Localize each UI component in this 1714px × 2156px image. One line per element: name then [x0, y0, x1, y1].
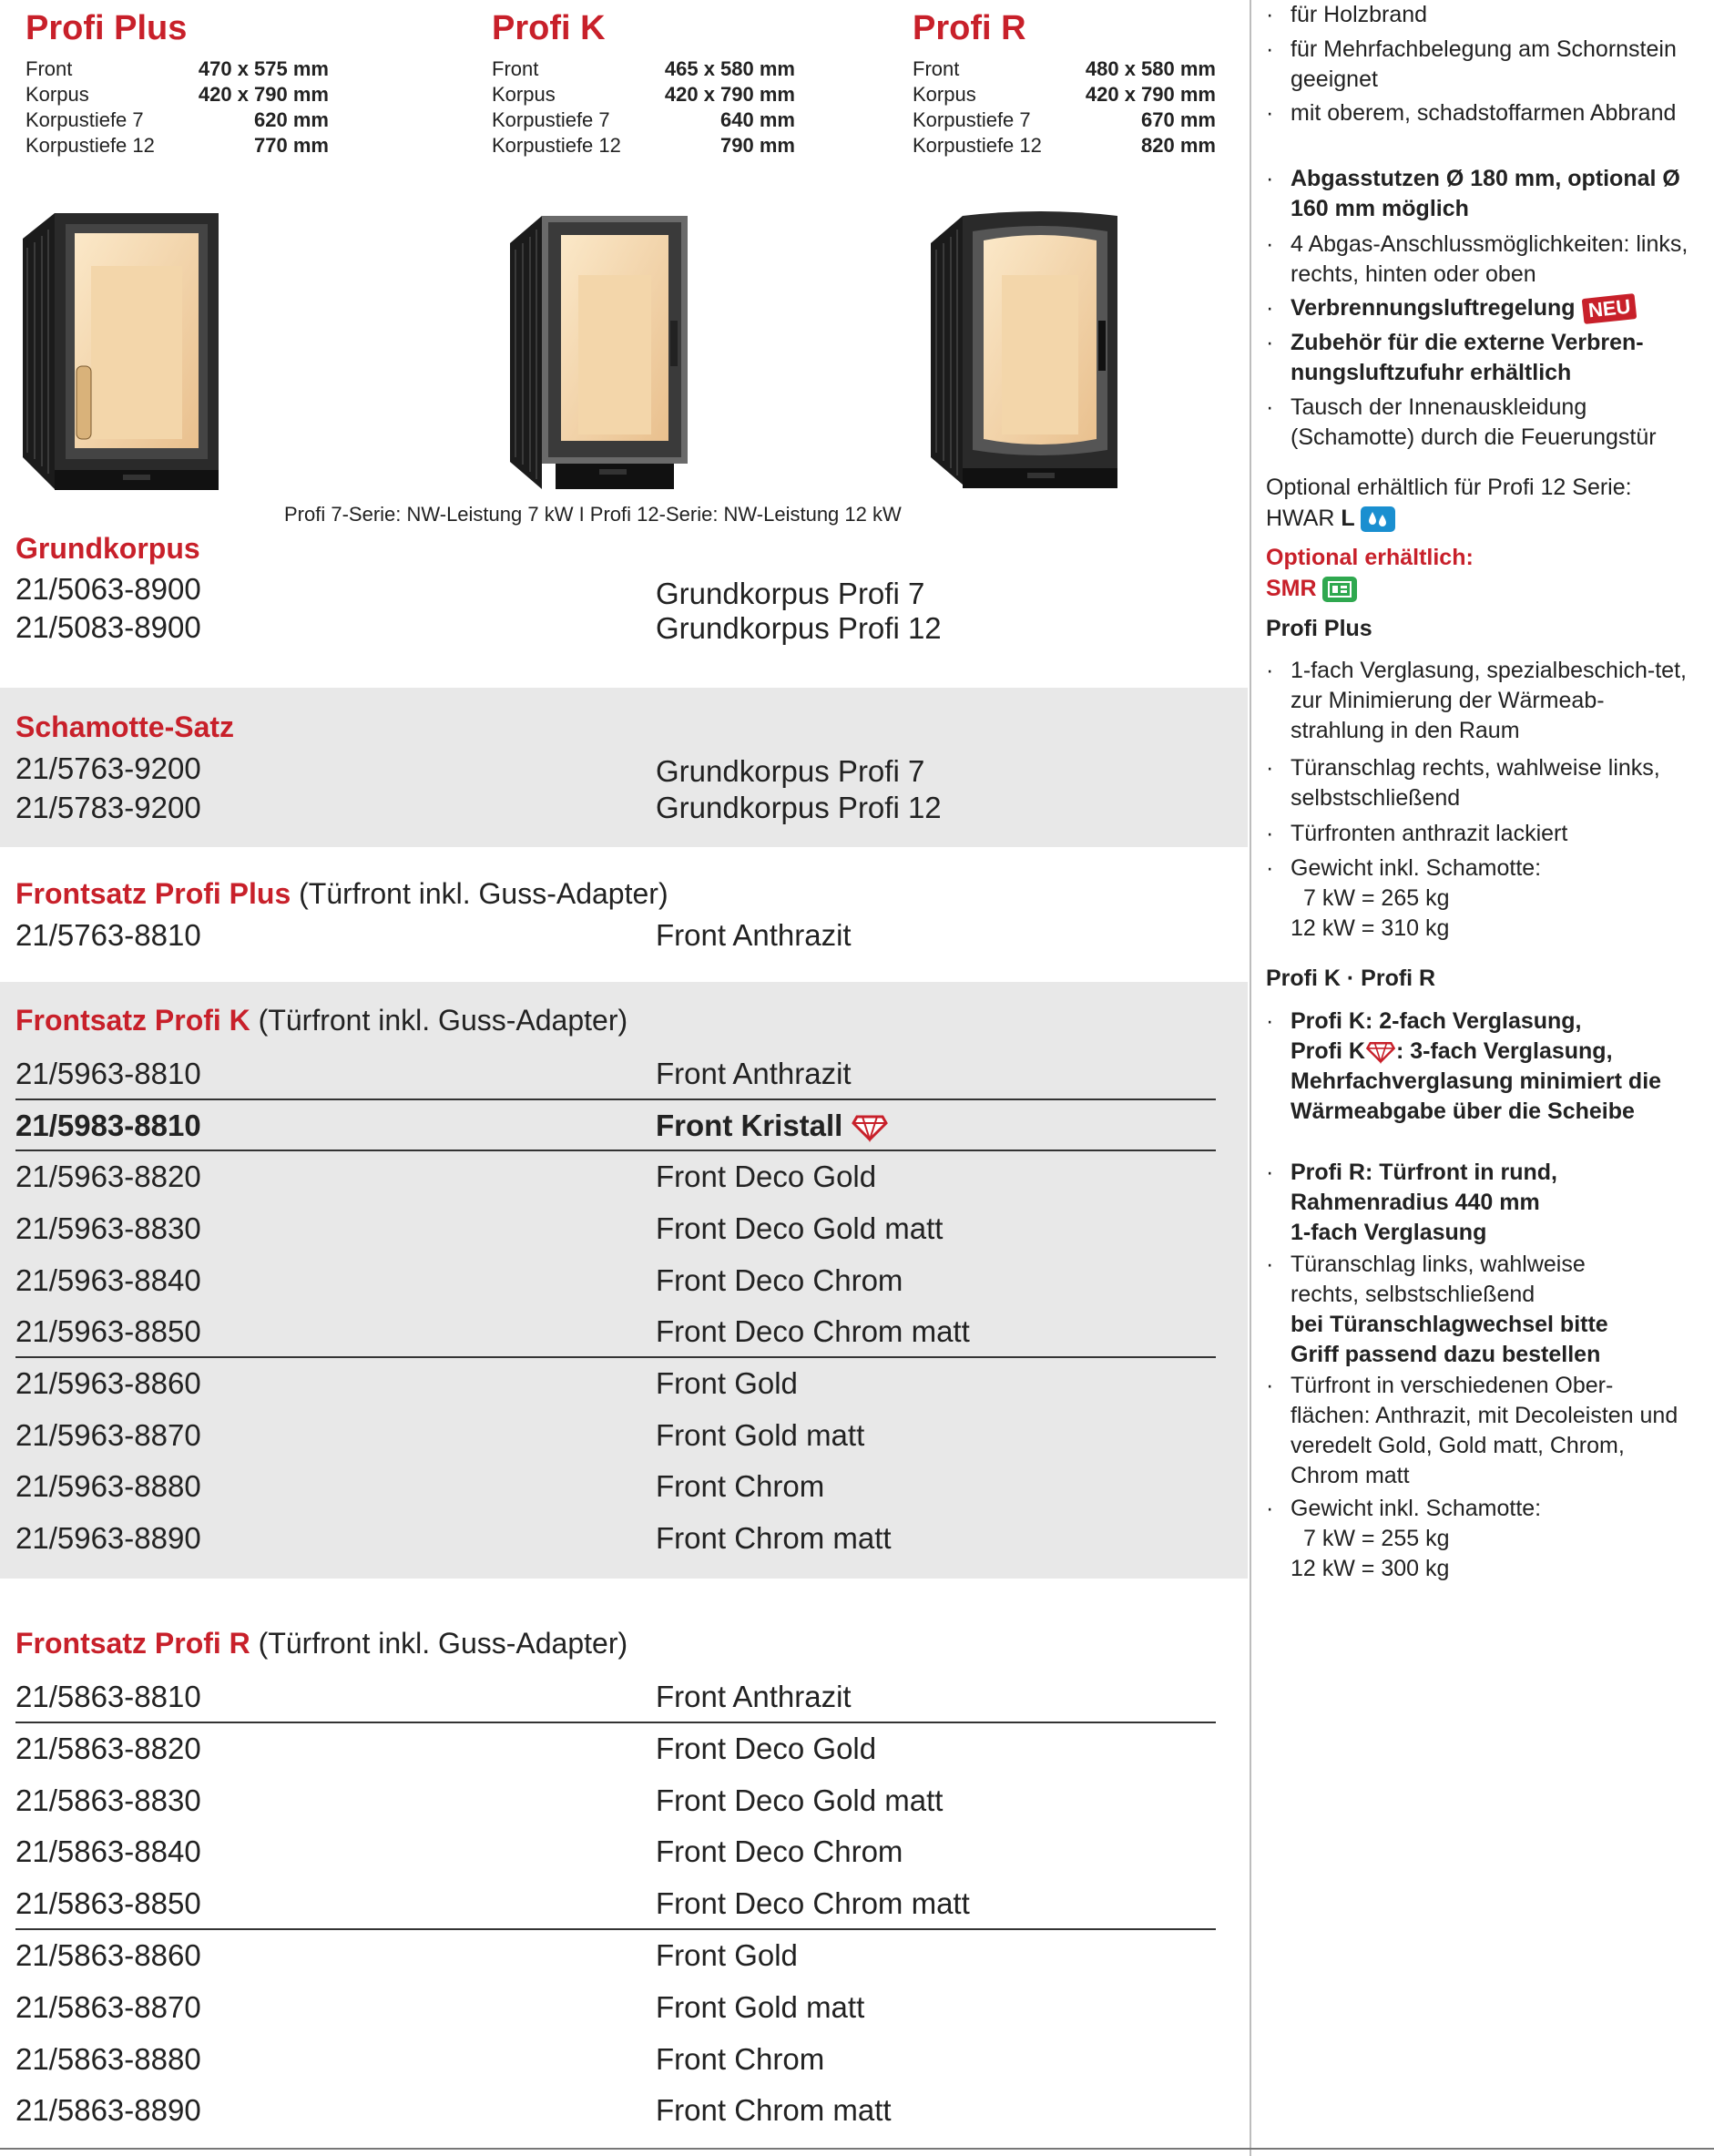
section-title-schamotte — [15, 709, 234, 745]
bullet-text-main: Gewicht inkl. Schamotte: — [1291, 855, 1542, 881]
article-description: Front Anthrazit — [656, 1680, 852, 1713]
spec-value: 640 mm — [720, 108, 795, 131]
article-description: Front Chrom — [656, 1469, 825, 1503]
article-number: 21/5963-8880 — [15, 1469, 201, 1503]
bullet-dot: · — [1266, 1160, 1274, 1185]
spec-label: Korpus — [492, 83, 556, 106]
article-number: 21/5863-8880 — [15, 2042, 201, 2076]
table-row — [15, 909, 1216, 961]
article-number: 21/5963-8830 — [15, 1211, 201, 1245]
weight-7kw: 7 kW = 255 kg — [1303, 1526, 1450, 1551]
bullet-text-main: Gewicht inkl. Schamotte: — [1291, 1496, 1542, 1521]
article-number: 21/5963-8810 — [15, 1057, 201, 1090]
bullet-dot: · — [1266, 821, 1274, 846]
spec-label: Front — [913, 57, 960, 80]
table-row — [15, 1981, 1216, 2033]
bullet-dot: · — [1266, 166, 1274, 191]
spec-value: 820 mm — [1141, 134, 1216, 157]
article-description: Grundkorpus Profi 7 — [656, 754, 925, 788]
article-number: 21/5763-8810 — [15, 918, 201, 952]
article-description: Front Deco Gold — [656, 1160, 877, 1193]
bullet-dot: · — [1266, 1373, 1274, 1398]
section-title-suffix: (Türfront inkl. Guss-Adapter) — [250, 1627, 628, 1660]
bullet-dot: · — [1266, 36, 1274, 62]
article-description: Front Gold matt — [656, 1990, 865, 2024]
spec-value: 770 mm — [254, 134, 329, 157]
section-title-suffix: (Türfront inkl. Guss-Adapter) — [250, 1004, 628, 1037]
product-name: Profi R — [913, 9, 1026, 47]
table-row — [15, 1254, 1216, 1306]
optional-label: Optional erhältlich: — [1266, 545, 1474, 570]
section-title-text: Grundkorpus — [15, 532, 200, 565]
article-number: 21/5783-9200 — [15, 791, 201, 824]
section-title-frontsatz-r — [15, 1625, 627, 1661]
bullet-text: Türfronten anthrazit lackiert — [1291, 821, 1568, 846]
product-profi-k — [492, 7, 795, 158]
spec-value: 620 mm — [254, 108, 329, 131]
article-number: 21/5963-8840 — [15, 1263, 201, 1297]
article-description: Front Chrom matt — [656, 1521, 892, 1555]
article-description: Grundkorpus Profi 12 — [656, 611, 942, 645]
hwar-label: HWAR — [1266, 506, 1335, 531]
bullet-text-part: Mehrfachverglasung minimiert die Wärmeabgabe über die Scheibe — [1291, 1068, 1662, 1124]
performance-caption: Profi 7-Serie: NW-Leistung 7 kW I Profi 12-Serie: NW-Leistung 12 kW — [284, 503, 902, 526]
table-row — [15, 1150, 1216, 1202]
spec-label: Front — [26, 57, 73, 80]
spec-value: 790 mm — [720, 134, 795, 157]
section-title-text: Frontsatz Profi R — [15, 1627, 250, 1660]
article-description: Front Chrom matt — [656, 2093, 892, 2127]
smr-icon — [1322, 577, 1357, 602]
new-badge: NEU — [1581, 293, 1637, 324]
article-description: Front Chrom — [656, 2042, 825, 2076]
article-number: 21/5863-8850 — [15, 1886, 201, 1920]
article-description: Front Anthrazit — [656, 1057, 852, 1090]
table-row — [15, 1929, 1216, 1981]
spec-label: Korpus — [26, 83, 89, 106]
column-divider — [1250, 0, 1251, 2156]
water-drop-icon — [1361, 506, 1395, 532]
optional-smr — [1266, 542, 1694, 604]
bullet-text: Profi R: Türfront in rund, Rahmenradius 440 mm 1-fach Verglasung — [1291, 1160, 1558, 1245]
bullet-dot: · — [1266, 330, 1274, 355]
article-description: Front Deco Gold — [656, 1732, 877, 1765]
spec-label: Front — [492, 57, 539, 80]
stove-image-profi-r — [922, 211, 1131, 494]
article-number: 21/5083-8900 — [15, 610, 201, 644]
bullet-dot: · — [1266, 295, 1274, 321]
bullet-text-part: Türanschlag links, wahlweise rechts, selbstschließend — [1291, 1252, 1586, 1307]
bullet-dot: · — [1266, 394, 1274, 420]
table-row — [15, 1305, 1216, 1357]
article-number: 21/5963-8870 — [15, 1418, 201, 1452]
article-number: 21/5963-8890 — [15, 1521, 201, 1555]
optional-profi12-text: Optional erhältlich für Profi 12 Serie: — [1266, 475, 1632, 500]
article-number: 21/5763-9200 — [15, 751, 201, 785]
table-row — [15, 1099, 1216, 1151]
stove-image-profi-k — [492, 211, 701, 494]
section-title-suffix: (Türfront inkl. Guss-Adapter) — [291, 877, 668, 910]
spec-label: Korpustiefe 12 — [492, 134, 621, 157]
bullet-dot: · — [1266, 1008, 1274, 1034]
product-name: Profi K — [492, 9, 606, 47]
profi-plus-title: Profi Plus — [1266, 616, 1372, 641]
section-title-grundkorpus — [15, 530, 200, 567]
article-number: 21/5863-8820 — [15, 1732, 201, 1765]
article-description: Front Gold — [656, 1938, 798, 1972]
article-description-text: Front Kristall — [656, 1109, 843, 1142]
bullet-text-main: Verbrennungsluftregelung — [1291, 295, 1576, 321]
table-row — [15, 1202, 1216, 1254]
bullet-text: Tausch der Innenauskleidung (Schamotte) durch die Feuerungstür — [1291, 394, 1657, 450]
table-row — [15, 1774, 1216, 1826]
article-description: Front Gold matt — [656, 1418, 865, 1452]
table-row — [15, 1047, 1216, 1099]
spec-label: Korpustiefe 7 — [913, 108, 1031, 131]
article-description: Front Deco Gold matt — [656, 1783, 944, 1817]
spec-label: Korpustiefe 7 — [492, 108, 610, 131]
spec-table — [26, 56, 329, 158]
spec-table — [492, 56, 795, 158]
section-title-frontsatz-k — [15, 1002, 627, 1038]
article-number: 21/5863-8890 — [15, 2093, 201, 2127]
bullet-text-part: Profi K — [1291, 1038, 1365, 1064]
article-number: 21/5863-8860 — [15, 1938, 201, 1972]
bullet-dot: · — [1266, 231, 1274, 257]
table-row — [15, 1512, 1216, 1564]
article-number: 21/5063-8900 — [15, 572, 201, 606]
spec-value: 420 x 790 mm — [198, 83, 329, 106]
bullet-text-part: Profi K: 2-fach Verglasung, — [1291, 1008, 1582, 1034]
article-description — [656, 1099, 888, 1151]
article-description: Grundkorpus Profi 7 — [656, 577, 925, 610]
smr-line — [1266, 573, 1694, 604]
bullet-text: mit oberem, schadstoffarmen Abbrand — [1291, 100, 1677, 126]
spec-value: 480 x 580 mm — [1085, 57, 1216, 80]
bullet-dot: · — [1266, 2, 1274, 27]
bullet-dot: · — [1266, 855, 1274, 881]
article-description: Front Deco Chrom — [656, 1263, 903, 1297]
article-number: 21/5963-8850 — [15, 1314, 201, 1348]
spec-label: Korpustiefe 12 — [913, 134, 1042, 157]
article-description: Grundkorpus Profi 12 — [656, 791, 942, 824]
bullet-dot: · — [1266, 100, 1274, 126]
section-title-text: Frontsatz Profi K — [15, 1004, 250, 1037]
article-description: Front Gold — [656, 1366, 798, 1400]
article-number: 21/5863-8810 — [15, 1680, 201, 1713]
table-row — [15, 1460, 1216, 1512]
bullet-text: Zubehör für die externe Verbren-nungsluftzufuhr erhältlich — [1291, 330, 1644, 385]
bullet-text: Türanschlag rechts, wahlweise links, selbstschließend — [1291, 755, 1660, 811]
stove-image-profi-plus — [18, 211, 228, 494]
bullet-text-part: : 3-fach Verglasung, — [1395, 1038, 1613, 1064]
bullet-text — [1291, 1006, 1691, 1127]
diamond-icon — [852, 1113, 888, 1142]
bullet-dot: · — [1266, 1496, 1274, 1521]
profi-k-r-title: Profi K · Profi R — [1266, 966, 1436, 991]
table-row — [15, 2033, 1216, 2085]
bullet-text — [1291, 293, 1691, 323]
product-profi-r — [913, 7, 1216, 158]
table-row — [15, 2084, 1216, 2136]
bullet-text: 1-fach Verglasung, spezialbeschich-tet, zur Minimierung der Wärmeab-strahlung in den Raum — [1291, 658, 1687, 743]
spec-value: 465 x 580 mm — [664, 57, 795, 80]
weight-12kw: 12 kW = 300 kg — [1291, 1556, 1450, 1581]
weight-12kw: 12 kW = 310 kg — [1291, 915, 1450, 941]
spec-value: 670 mm — [1141, 108, 1216, 131]
bullet-text-part: bei Türanschlagwechsel bitte Griff passend dazu bestellen — [1291, 1312, 1608, 1367]
spec-value: 470 x 575 mm — [198, 57, 329, 80]
article-number: 21/5863-8870 — [15, 1990, 201, 2024]
table-row — [15, 1409, 1216, 1461]
bullet-dot: · — [1266, 755, 1274, 781]
bullet-text: Abgasstutzen Ø 180 mm, optional Ø 160 mm möglich — [1291, 166, 1680, 221]
spec-label: Korpustiefe 7 — [26, 108, 144, 131]
spec-value: 420 x 790 mm — [664, 83, 795, 106]
section-title-text: Frontsatz Profi Plus — [15, 877, 291, 910]
bullet-dot: · — [1266, 1252, 1274, 1277]
bullet-text — [1291, 1250, 1691, 1370]
bullet-text: für Mehrfachbelegung am Schornstein geeignet — [1291, 36, 1677, 92]
product-name: Profi Plus — [26, 9, 188, 47]
table-row — [15, 601, 1216, 653]
bullet-text — [1291, 853, 1691, 944]
article-number: 21/5963-8820 — [15, 1160, 201, 1193]
optional-profi12 — [1266, 472, 1694, 534]
bullet-text: Türfront in verschiedenen Ober-flächen: Anthrazit, mit Decoleisten und veredelt Gold, Gold matt, Chrom, Chrom matt — [1291, 1373, 1678, 1488]
section-title-frontsatz-plus — [15, 875, 668, 912]
spec-label: Korpus — [913, 83, 976, 106]
bullet-dot: · — [1266, 658, 1274, 683]
bullet-text: 4 Abgas-Anschlussmöglichkeiten: links, rechts, hinten oder oben — [1291, 231, 1688, 287]
article-number: 21/5863-8840 — [15, 1834, 201, 1868]
article-number: 21/5863-8830 — [15, 1783, 201, 1817]
article-description: Front Deco Gold matt — [656, 1211, 944, 1245]
bullet-text: für Holzbrand — [1291, 2, 1428, 27]
article-description: Front Deco Chrom matt — [656, 1886, 970, 1920]
spec-table — [913, 56, 1216, 158]
page-bottom-rule — [0, 2148, 1714, 2150]
table-row — [15, 1357, 1216, 1409]
table-row — [15, 1722, 1216, 1774]
article-description: Front Deco Chrom — [656, 1834, 903, 1868]
product-profi-plus — [26, 7, 329, 158]
spec-value: 420 x 790 mm — [1085, 83, 1216, 106]
article-description: Front Deco Chrom matt — [656, 1314, 970, 1348]
table-row — [15, 782, 1216, 833]
weight-7kw: 7 kW = 265 kg — [1303, 885, 1450, 911]
bullet-text — [1291, 1494, 1691, 1584]
spec-label: Korpustiefe 12 — [26, 134, 155, 157]
hwar-line — [1266, 503, 1694, 534]
table-row — [15, 1877, 1216, 1929]
table-row — [15, 1825, 1216, 1877]
article-number: 21/5963-8860 — [15, 1366, 201, 1400]
table-row — [15, 1671, 1216, 1722]
smr-label: SMR — [1266, 576, 1317, 601]
section-title-text: Schamotte-Satz — [15, 710, 235, 743]
hwar-l-label: L — [1341, 506, 1355, 531]
article-number: 21/5983-8810 — [15, 1109, 201, 1142]
article-description: Front Anthrazit — [656, 918, 852, 952]
diamond-icon — [1365, 1040, 1396, 1064]
